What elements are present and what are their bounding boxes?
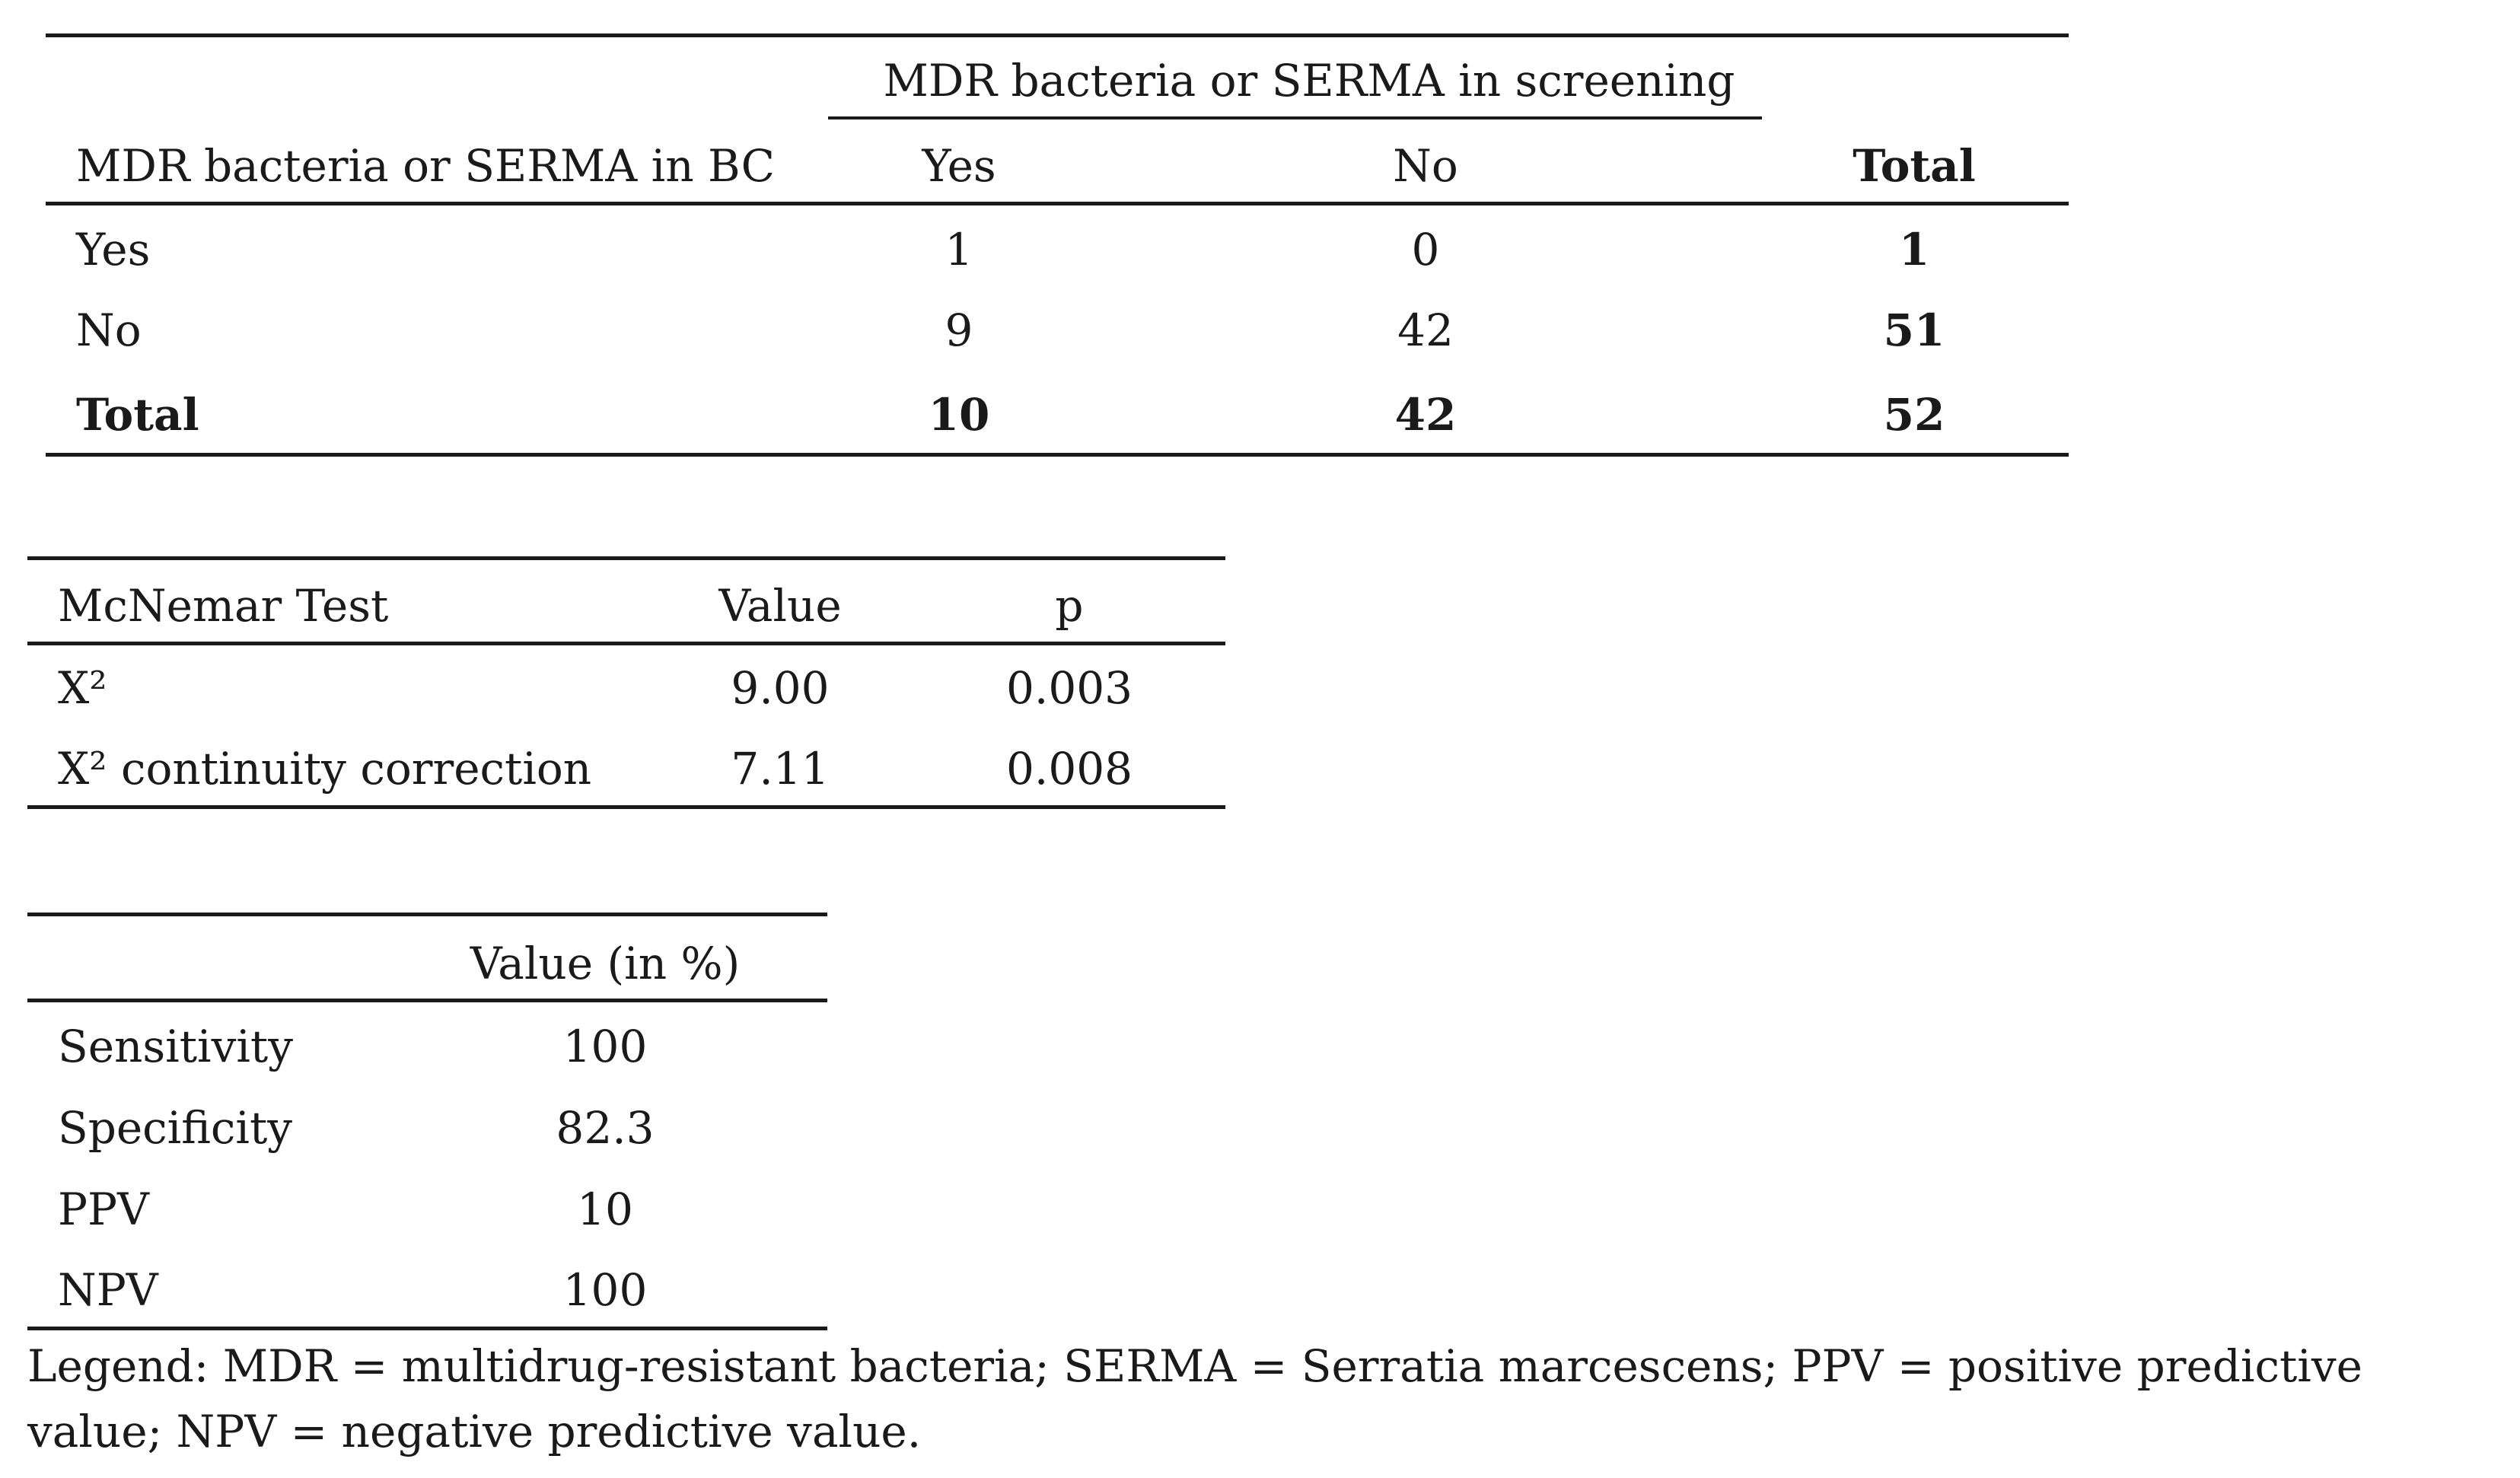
table1-header-rule [46, 202, 2069, 205]
table1-row-label: No [76, 304, 142, 356]
table1-cell: 1 [945, 224, 973, 276]
table1-col-no: No [1393, 140, 1458, 192]
table3-cell: 100 [562, 1021, 648, 1072]
table1-cell: 42 [1394, 389, 1457, 441]
table2-top-rule [27, 556, 1225, 560]
table1-spanner-rule [828, 116, 1762, 119]
table2-bottom-rule [27, 805, 1225, 809]
table3-row-label: PPV [58, 1183, 149, 1235]
table2-cell: 0.008 [1005, 743, 1133, 795]
table2-cell: 0.003 [1005, 662, 1133, 714]
table2-col-value: Value [718, 580, 842, 632]
table2-col-test: McNemar Test [58, 580, 389, 632]
table1-cell: 52 [1883, 389, 1945, 441]
table3-cell: 82.3 [556, 1102, 655, 1154]
table2-cell: 9.00 [731, 662, 830, 714]
table1-cell: 0 [1411, 224, 1440, 276]
table3-row-label: Sensitivity [58, 1021, 293, 1072]
table1-row-header: MDR bacteria or SERMA in BC [76, 140, 776, 192]
table1-cell: 42 [1397, 304, 1454, 356]
table1-row-label: Yes [76, 224, 151, 276]
table3-row-label: Specificity [58, 1102, 293, 1154]
table3-header-rule [27, 999, 827, 1002]
table1-cell: 51 [1883, 304, 1945, 356]
table-legend: Legend: MDR = multidrug-resistant bacteria; SERMA = Serratia marcescens; PPV = positive predictive value; NPV = negative predictive value. [27, 1340, 2362, 1457]
table3-bottom-rule [27, 1327, 827, 1330]
table1-bottom-rule [46, 453, 2069, 457]
table1-cell: 9 [945, 304, 973, 356]
table1-row-label: Total [76, 389, 199, 441]
table3-col-value: Value (in %) [470, 938, 741, 989]
table3-row-label: NPV [58, 1264, 158, 1316]
table3-cell: 100 [562, 1264, 648, 1316]
table1-top-rule [46, 33, 2069, 37]
table1-cell: 1 [1898, 224, 1930, 276]
table2-col-p: p [1055, 580, 1084, 632]
table1-spanner-header: MDR bacteria or SERMA in screening [883, 55, 1735, 107]
table1-col-yes: Yes [922, 140, 996, 192]
table3-cell: 10 [577, 1183, 633, 1235]
table2-row-label: X² continuity correction [58, 743, 592, 795]
table3-top-rule [27, 913, 827, 916]
table2-row-label: X² [58, 662, 107, 714]
table1-col-total: Total [1853, 140, 1976, 192]
table2-cell: 7.11 [731, 743, 830, 795]
table2-header-rule [27, 642, 1225, 645]
table1-cell: 10 [928, 389, 990, 441]
